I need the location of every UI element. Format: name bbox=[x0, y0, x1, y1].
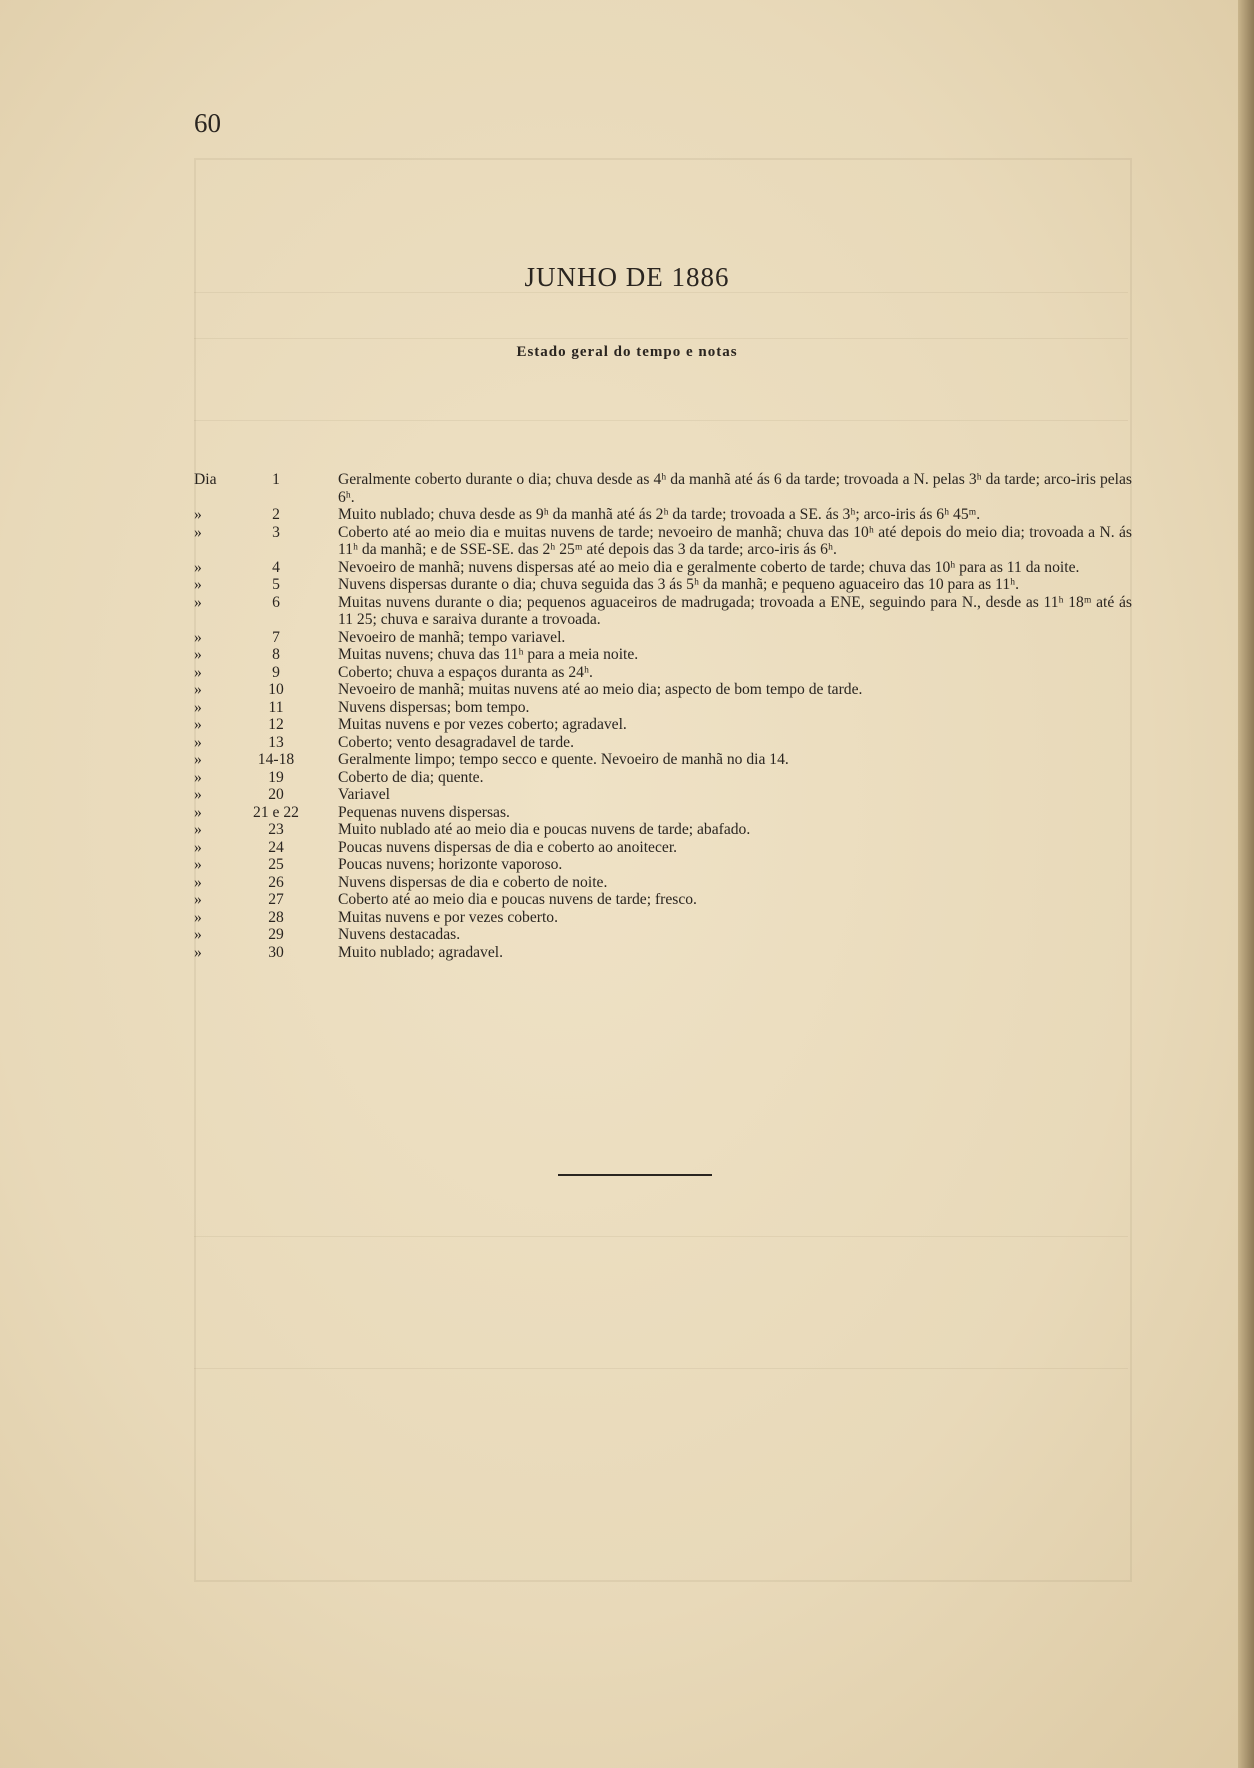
day-row bbox=[0, 681, 1254, 699]
day-row bbox=[0, 891, 1254, 909]
day-number: 5 bbox=[272, 576, 280, 593]
weather-notes-list bbox=[0, 471, 1254, 961]
ditto-mark: » bbox=[194, 646, 202, 663]
weather-description: Geralmente limpo; tempo secco e quente. Nevoeiro de manhã no dia 14. bbox=[338, 751, 789, 768]
day-row bbox=[0, 506, 1254, 524]
day-row bbox=[0, 909, 1254, 927]
weather-description: Nevoeiro de manhã; nuvens dispersas até ao meio dia e geralmente coberto de tarde; chuva das 10ʰ para as 11 da noite. bbox=[338, 558, 1080, 576]
day-row bbox=[0, 856, 1254, 874]
ditto-mark: » bbox=[194, 523, 202, 541]
day-row bbox=[0, 664, 1254, 682]
day-number: 10 bbox=[268, 681, 284, 698]
day-number: 26 bbox=[268, 873, 284, 891]
ditto-mark: » bbox=[194, 733, 202, 751]
bleed-through-rule bbox=[194, 1236, 1128, 1237]
weather-description: Muito nublado até ao meio dia e poucas nuvens de tarde; abafado. bbox=[338, 821, 751, 838]
weather-description: Muito nublado; agradavel. bbox=[338, 943, 503, 961]
ditto-mark: » bbox=[194, 856, 202, 873]
ditto-mark: » bbox=[194, 803, 202, 821]
day-row bbox=[0, 471, 1254, 506]
day-number: 20 bbox=[268, 786, 284, 803]
day-row bbox=[0, 734, 1254, 752]
weather-description: Coberto de dia; quente. bbox=[338, 768, 484, 786]
day-number: 1 bbox=[272, 471, 280, 488]
ditto-mark: » bbox=[194, 506, 202, 523]
day-number: 3 bbox=[272, 523, 280, 541]
bleed-through-rule bbox=[194, 420, 1128, 421]
day-row bbox=[0, 839, 1254, 857]
ditto-mark: » bbox=[194, 751, 202, 768]
day-row bbox=[0, 926, 1254, 944]
day-row bbox=[0, 804, 1254, 822]
day-number: 8 bbox=[272, 646, 280, 663]
dia-label: Dia bbox=[194, 471, 217, 488]
weather-description: Nevoeiro de manhã; muitas nuvens até ao meio dia; aspecto de bom tempo de tarde. bbox=[338, 681, 863, 698]
day-row bbox=[0, 751, 1254, 769]
ditto-mark: » bbox=[194, 593, 202, 611]
ditto-mark: » bbox=[194, 558, 202, 576]
ditto-mark: » bbox=[194, 926, 202, 943]
day-number: 6 bbox=[272, 593, 280, 611]
day-number: 23 bbox=[268, 821, 284, 838]
weather-description: Muitas nuvens durante o dia; pequenos aguaceiros de madrugada; trovoada a ENE, seguindo para N., desde as 11ʰ 18ᵐ até ás 11 25; chuva e saraiva durante a trovoada. bbox=[338, 593, 1132, 628]
weather-description: Nevoeiro de manhã; tempo variavel. bbox=[338, 628, 566, 646]
bleed-through-rule bbox=[194, 1368, 1128, 1369]
page-title: JUNHO DE 1886 bbox=[524, 262, 730, 292]
day-number: 9 bbox=[272, 663, 280, 681]
day-number: 4 bbox=[272, 558, 280, 576]
day-number: 11 bbox=[268, 698, 284, 716]
day-number: 30 bbox=[268, 943, 284, 961]
day-row bbox=[0, 769, 1254, 787]
ditto-mark: » bbox=[194, 838, 202, 856]
ditto-mark: » bbox=[194, 681, 202, 698]
day-row bbox=[0, 646, 1254, 664]
day-number: 24 bbox=[268, 838, 284, 856]
day-number: 29 bbox=[268, 926, 284, 943]
weather-description: Muito nublado; chuva desde as 9ʰ da manhã até ás 2ʰ da tarde; trovoada a SE. ás 3ʰ; arco-iris ás 6ʰ 45ᵐ. bbox=[338, 506, 981, 523]
ditto-mark: » bbox=[194, 873, 202, 891]
ditto-mark: » bbox=[194, 786, 202, 803]
ditto-mark: » bbox=[194, 716, 202, 733]
day-number: 25 bbox=[268, 856, 284, 873]
weather-description: Muitas nuvens e por vezes coberto. bbox=[338, 908, 558, 926]
day-row bbox=[0, 524, 1254, 559]
day-row bbox=[0, 821, 1254, 839]
day-number: 12 bbox=[268, 716, 284, 733]
closing-rule bbox=[558, 1174, 712, 1176]
ditto-mark: » bbox=[194, 943, 202, 961]
day-row bbox=[0, 786, 1254, 804]
day-row bbox=[0, 576, 1254, 594]
section-subtitle: Estado geral do tempo e notas bbox=[516, 344, 738, 360]
weather-description: Coberto; chuva a espaços duranta as 24ʰ. bbox=[338, 663, 593, 681]
weather-description: Nuvens destacadas. bbox=[338, 926, 461, 943]
ditto-mark: » bbox=[194, 768, 202, 786]
day-row bbox=[0, 699, 1254, 717]
weather-description: Coberto até ao meio dia e poucas nuvens de tarde; fresco. bbox=[338, 891, 697, 908]
day-number: 21 e 22 bbox=[253, 803, 299, 821]
ditto-mark: » bbox=[194, 698, 202, 716]
ditto-mark: » bbox=[194, 663, 202, 681]
day-row bbox=[0, 874, 1254, 892]
day-row bbox=[0, 944, 1254, 962]
ditto-mark: » bbox=[194, 821, 202, 838]
day-number: 7 bbox=[272, 628, 280, 646]
day-number: 28 bbox=[268, 908, 284, 926]
ditto-mark: » bbox=[194, 628, 202, 646]
weather-description: Nuvens dispersas de dia e coberto de noite. bbox=[338, 873, 608, 891]
day-number: 27 bbox=[268, 891, 284, 908]
weather-description: Muitas nuvens e por vezes coberto; agradavel. bbox=[338, 716, 627, 733]
weather-description: Coberto; vento desagradavel de tarde. bbox=[338, 733, 574, 751]
ditto-mark: » bbox=[194, 576, 202, 593]
day-number: 19 bbox=[268, 768, 284, 786]
weather-description: Geralmente coberto durante o dia; chuva desde as 4ʰ da manhã até ás 6 da tarde; trovoada a N. pelas 3ʰ da tarde; arco-iris pelas 6ʰ. bbox=[338, 471, 1132, 506]
day-row bbox=[0, 716, 1254, 734]
page-number: 60 bbox=[194, 108, 221, 138]
weather-description: Variavel bbox=[338, 786, 390, 803]
weather-description: Nuvens dispersas durante o dia; chuva seguida das 3 ás 5ʰ da manhã; e pequeno aguaceiro das 10 para as 11ʰ. bbox=[338, 576, 1020, 593]
day-number: 2 bbox=[272, 506, 280, 523]
day-number: 13 bbox=[268, 733, 284, 751]
day-row bbox=[0, 559, 1254, 577]
ditto-mark: » bbox=[194, 891, 202, 908]
day-number: 14-18 bbox=[257, 751, 295, 768]
weather-description: Nuvens dispersas; bom tempo. bbox=[338, 698, 530, 716]
bleed-through-rule bbox=[194, 338, 1128, 339]
weather-description: Coberto até ao meio dia e muitas nuvens de tarde; nevoeiro de manhã; chuva das 10ʰ até depois do meio dia; trovoada a N. ás 11ʰ da manhã; e de SSE-SE. das 2ʰ 25ᵐ até depois das 3 da tarde; arco-iris ás 6ʰ. bbox=[338, 523, 1132, 558]
weather-description: Muitas nuvens; chuva das 11ʰ para a meia noite. bbox=[338, 646, 639, 663]
weather-description: Poucas nuvens dispersas de dia e coberto ao anoitecer. bbox=[338, 838, 678, 856]
day-row bbox=[0, 629, 1254, 647]
day-row bbox=[0, 594, 1254, 629]
ditto-mark: » bbox=[194, 908, 202, 926]
weather-description: Poucas nuvens; horizonte vaporoso. bbox=[338, 856, 563, 873]
weather-description: Pequenas nuvens dispersas. bbox=[338, 803, 510, 821]
